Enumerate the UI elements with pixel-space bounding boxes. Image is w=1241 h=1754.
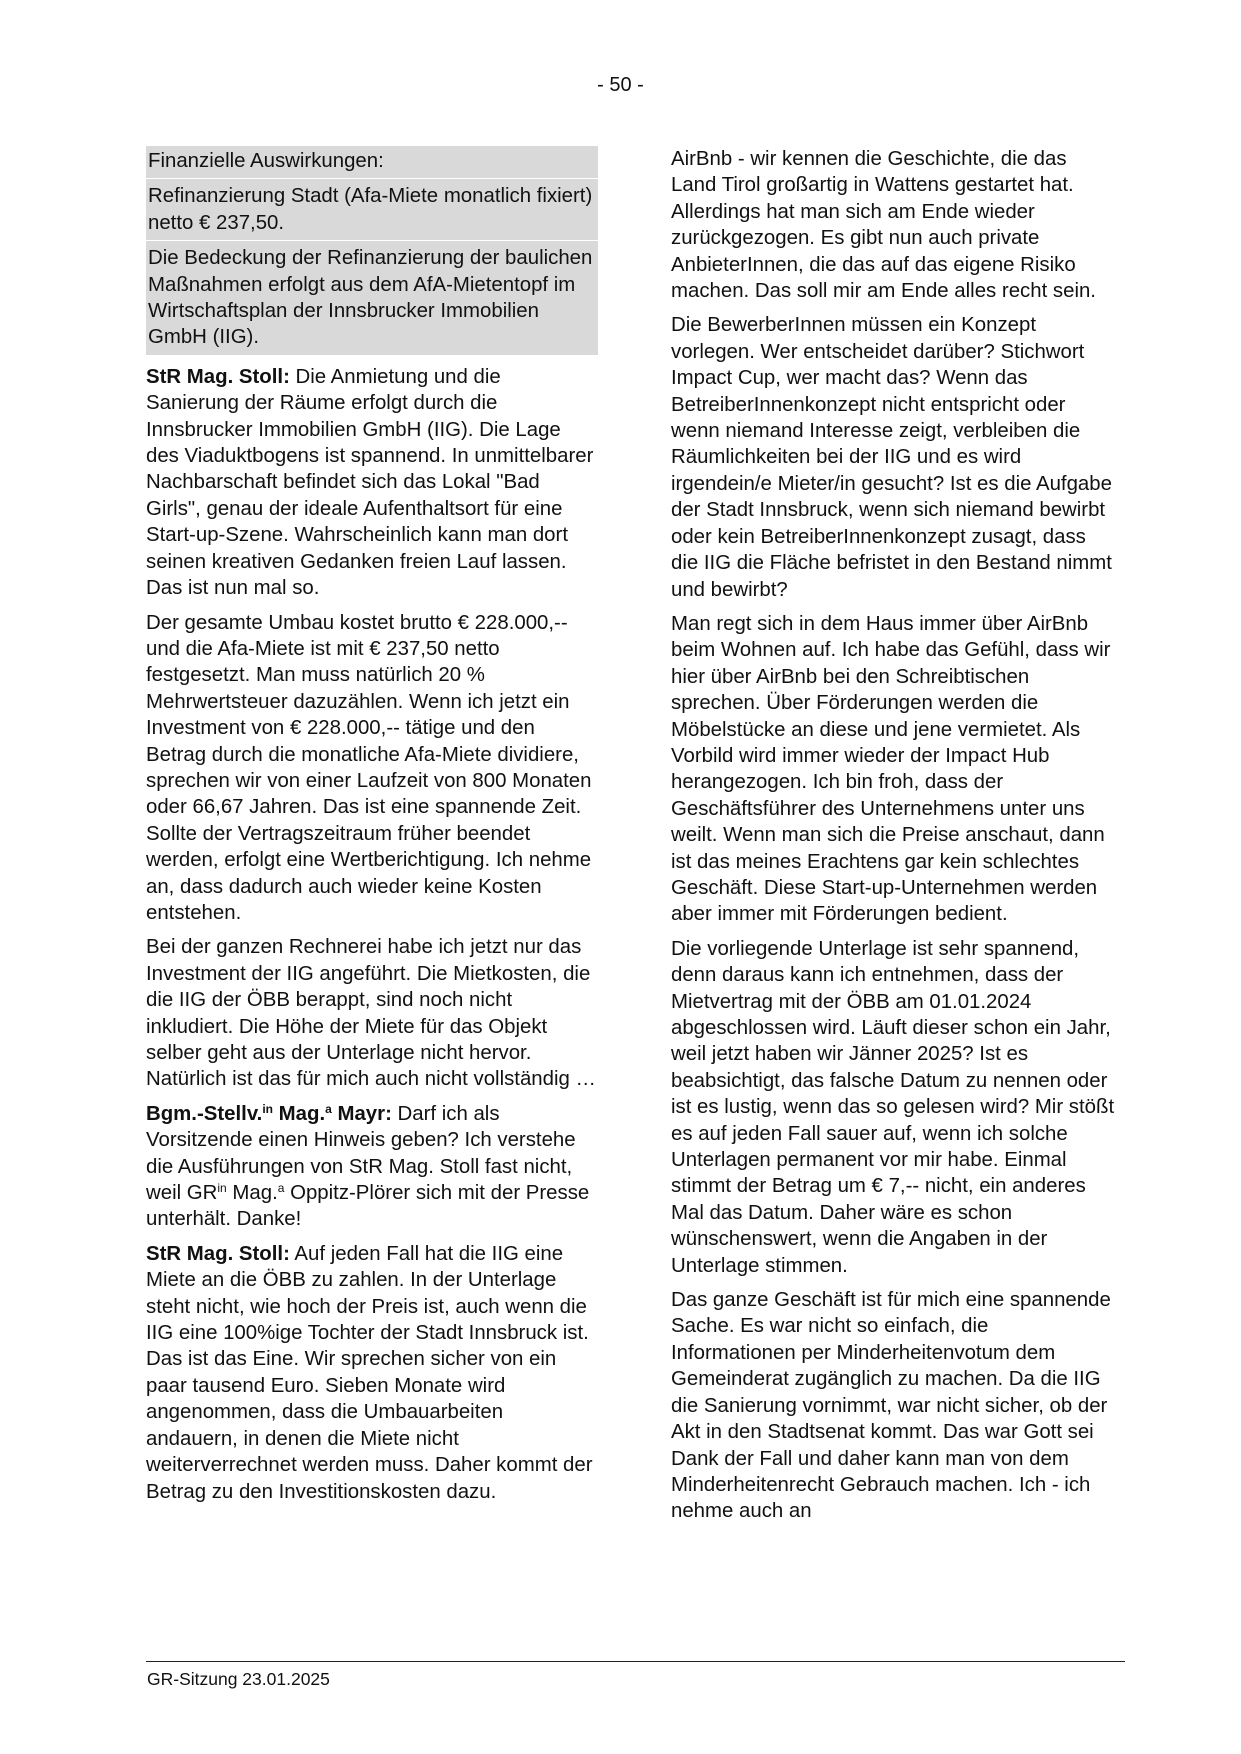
paragraph	[146, 1241, 598, 1505]
paragraph: Der gesamte Umbau kostet brutto € 228.000,-- und die Afa-Miete ist mit € 237,50 netto festgesetzt. Man muss natürlich 20 % Mehrwertsteuer dazuzählen. Wenn ich jetzt ein Investment von € 228.000,-- tätige und den Betrag durch die monatliche Afa-Miete dividiere, sprechen wir von einer Laufzeit von 800 Monaten oder 66,67 Jahren. Das ist eine spannende Zeit. Sollte der Vertragszeitraum früher beendet werden, erfolgt eine Wertberichtigung. Ich nehme an, dass dadurch auch wieder keine Kosten entstehen.	[146, 611, 592, 924]
paragraph-text: Auf jeden Fall hat die IIG eine Miete an die ÖBB zu zahlen. In der Unterlage steht nicht, wie hoch der Preis ist, auch wenn die IIG eine 100%ige Tochter der Stadt Innsbruck ist. Das ist das Eine. Wir sprechen sicher von ein paar tausend Euro. Sieben Monate wird angenommen, dass die Umbauarbeiten andauern, in denen die Miete nicht weiterverrechnet werden muss. Daher kommt der Betrag zu den Investitionskosten dazu.	[146, 1242, 593, 1503]
financial-box-line-2: Die Bedeckung der Refinanzierung der baulichen Maßnahmen erfolgt aus dem AfA-Mietentopf im Wirtschaftsplan der Innsbrucker Immobilien GmbH (IIG).	[146, 241, 598, 356]
footer-session-date: GR-Sitzung 23.01.2025	[147, 1669, 330, 1689]
superscript: a	[277, 1181, 285, 1196]
paragraph: Das ganze Geschäft ist für mich eine spannende Sache. Es war nicht so einfach, die Informationen per Minderheitenvotum dem Gemeinderat zugänglich zu machen. Da die IIG die Sanierung vornimmt, war nicht sicher, ob der Akt in den Stadtsenat kommt. Das war Gott sei Dank der Fall und daher kann man von dem Minderheitenrecht Gebrauch machen. Ich - ich nehme auch an	[671, 1289, 1111, 1523]
speaker-name: StR Mag. Stoll:	[146, 1242, 290, 1265]
superscript: in	[217, 1181, 227, 1196]
speaker-title: Mag.	[273, 1102, 326, 1125]
paragraph: Bei der ganzen Rechnerei habe ich jetzt nur das Investment der IIG angeführt. Die Mietkosten, die die IIG der ÖBB berappt, sind noch nicht inkludiert. Die Höhe der Miete für das Objekt selber geht aus der Unterlage nicht hervor. Natürlich ist das für mich auch nicht vollständig …	[146, 936, 596, 1091]
superscript: a	[325, 1101, 332, 1116]
paragraph-text: Oppitz-Plörer sich mit der Presse unterhält. Danke!	[146, 1182, 590, 1231]
paragraph-text: Darf ich als Vorsitzende einen Hinweis geben? Ich verstehe die Ausführungen von StR Mag. Stoll fast nicht, weil GR	[146, 1102, 576, 1205]
speaker-surname: Mayr:	[331, 1102, 392, 1125]
financial-box-line-1: Refinanzierung Stadt (Afa-Miete monatlich fixiert) netto € 237,50.	[146, 179, 598, 241]
paragraph-text: Mag.	[226, 1182, 278, 1205]
paragraph	[146, 364, 598, 602]
speaker-name	[146, 1103, 392, 1125]
paragraph-text: Die Anmietung und die Sanierung der Räume erfolgt durch die Innsbrucker Immobilien GmbH (IIG). Die Lage des Viaduktbogens ist spannend. In unmittelbarer Nachbarschaft befindet sich das Lokal "Bad Girls", genau der ideale Aufenthaltsort für eine Start-up-Szene. Wahrscheinlich kann man dort seinen kreativen Gedanken freien Lauf lassen. Das ist nun mal so.	[146, 365, 594, 600]
speaker-title: Bgm.-Stellv.	[146, 1102, 263, 1125]
paragraph: Man regt sich in dem Haus immer über AirBnb beim Wohnen auf. Ich habe das Gefühl, dass wir hier über AirBnb bei den Schreibtischen sprechen. Über Förderungen werden die Möbelstücke an diese und jene vermietet. Als Vorbild wird immer wieder der Impact Hub herangezogen. Ich bin froh, dass der Geschäftsführer des Unternehmens unter uns weilt. Wenn man sich die Preise anschaut, dann ist das meines Erachtens gar kein schlechtes Geschäft. Diese Start-up-Unternehmen werden aber immer mit Förderungen bedient.	[671, 612, 1111, 926]
superscript: in	[262, 1101, 273, 1116]
paragraph: AirBnb - wir kennen die Geschichte, die das Land Tirol großartig in Wattens gestartet hat. Allerdings hat man sich am Ende wieder zurückgezogen. Es gibt nun auch private AnbieterInnen, die das auf das eigene Risiko machen. Das soll mir am Ende alles recht sein.	[671, 148, 1096, 303]
page-number: - 50 -	[597, 74, 644, 96]
footer-divider	[146, 1661, 1125, 1662]
speaker-name: StR Mag. Stoll:	[146, 365, 290, 388]
financial-box-heading: Finanzielle Auswirkungen:	[146, 146, 598, 179]
paragraph: Die BewerberInnen müssen ein Konzept vorlegen. Wer entscheidet darüber? Stichwort Impact Cup, wer macht das? Wenn das BetreiberInnenkonzept nicht entspricht oder wenn niemand Interesse zeigt, verbleiben die Räumlichkeiten bei der IIG und es wird irgendein/e Mieter/in gesucht? Ist es die Aufgabe der Stadt Innsbruck, wenn sich niemand bewirbt oder kein BetreiberInnenkonzept zusagt, dass die IIG die Fläche befristet in den Bestand nimmt und bewirbt?	[671, 314, 1112, 601]
right-column	[671, 146, 1117, 1533]
paragraph: Die vorliegende Unterlage ist sehr spannend, denn daraus kann ich entnehmen, dass der Mietvertrag mit der ÖBB am 01.01.2024 abgeschlossen wird. Läuft dieser schon ein Jahr, weil jetzt haben wir Jänner 2025? Ist es beabsichtigt, das falsche Datum zu nennen oder ist es lustig, wenn das so gelesen wird? Mir stößt es auf jeden Fall sauer auf, wenn ich solche Unterlagen permanent vor mir habe. Einmal stimmt der Betrag um € 7,-- nicht, ein anderes Mal das Datum. Daher wäre es schon wünschenswert, wenn die Angaben in der Unterlage stimmen.	[671, 937, 1115, 1277]
paragraph	[146, 1101, 598, 1233]
left-column	[146, 146, 598, 1513]
